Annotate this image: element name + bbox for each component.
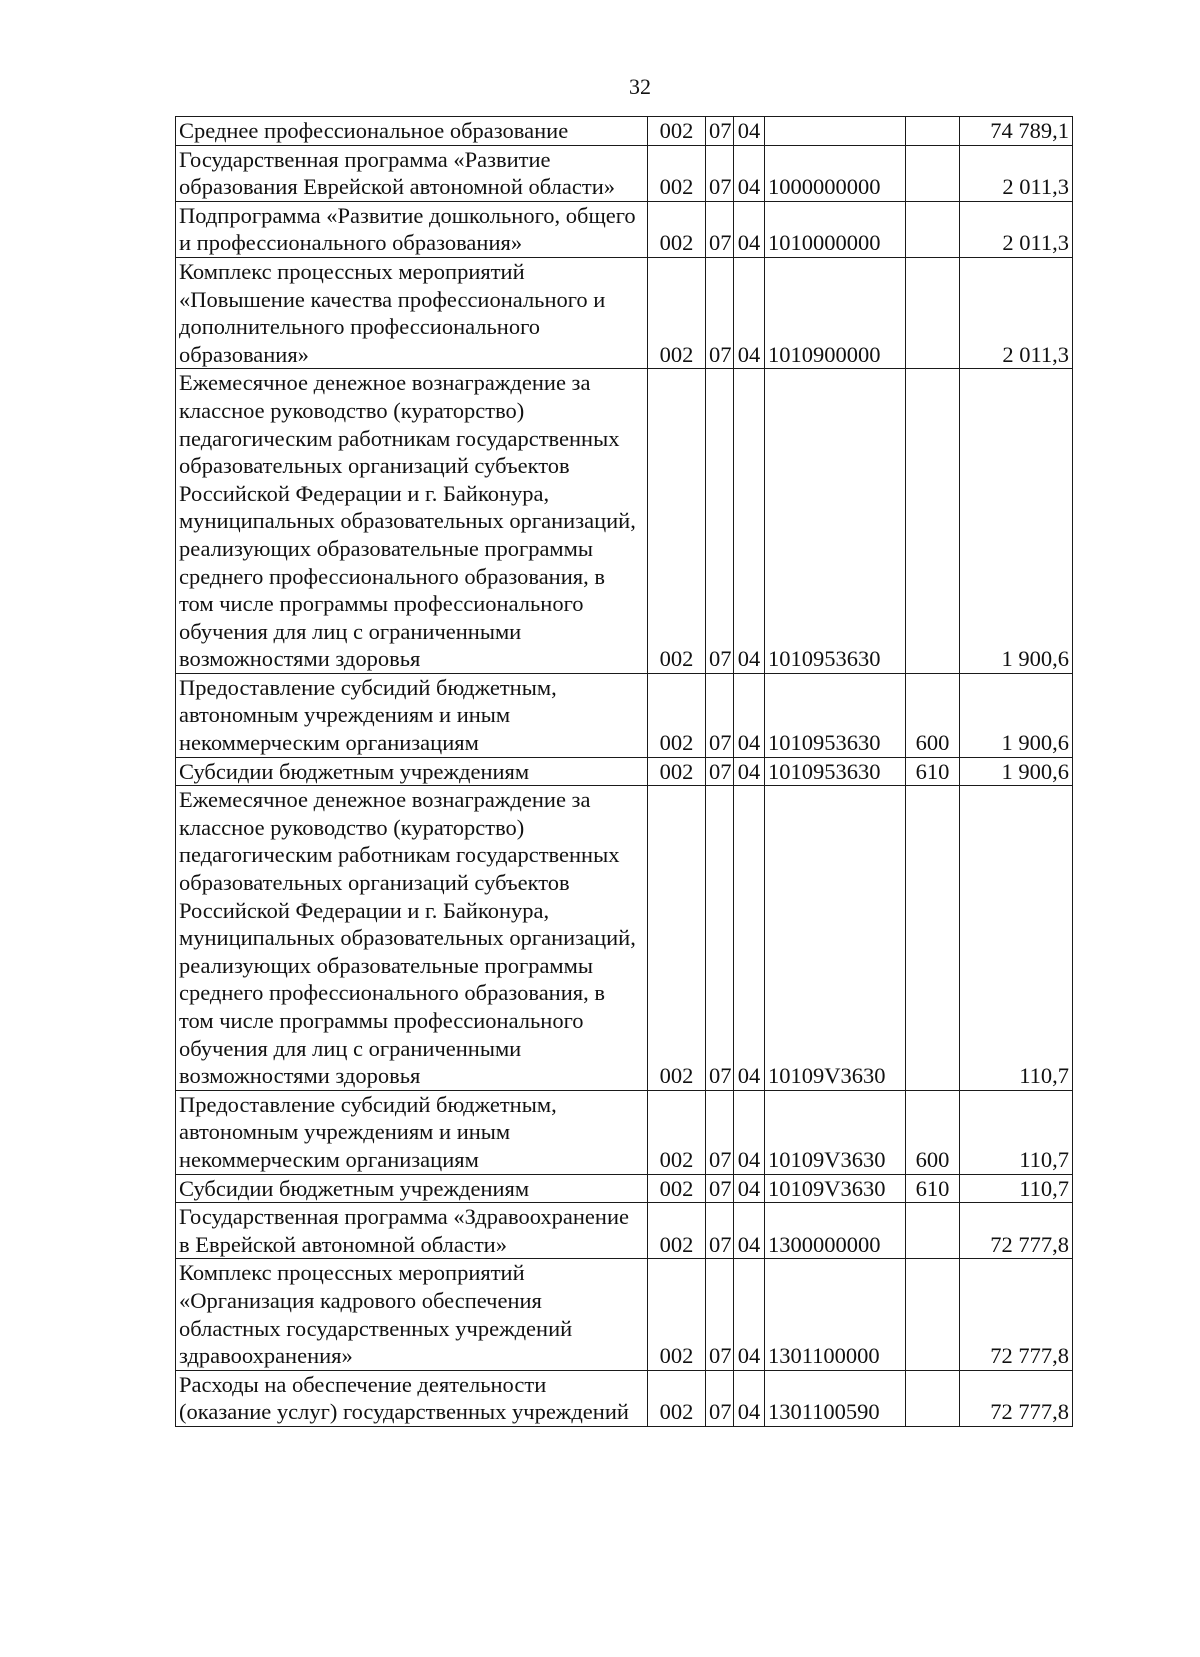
row-admin-code: 002 [648, 1370, 706, 1426]
row-subsection-code: 04 [734, 757, 765, 786]
row-target-article: 1301100000 [765, 1259, 906, 1370]
row-section-code: 07 [706, 757, 734, 786]
row-expense-type: 600 [906, 1090, 960, 1174]
row-name: Субсидии бюджетным учреждениям [176, 1174, 648, 1203]
row-section-code: 07 [706, 145, 734, 201]
row-expense-type: 600 [906, 673, 960, 757]
row-amount: 2 011,3 [960, 145, 1073, 201]
row-subsection-code: 04 [734, 1259, 765, 1370]
row-target-article: 1010953630 [765, 757, 906, 786]
table-row [176, 201, 1073, 257]
row-admin-code: 002 [648, 1174, 706, 1203]
row-amount: 2 011,3 [960, 257, 1073, 368]
row-expense-type: 610 [906, 1174, 960, 1203]
row-name: Комплекс процессных мероприятий «Организация кадрового обеспечения областных государственных учреждений здравоохранения» [176, 1259, 648, 1370]
row-expense-type [906, 1370, 960, 1426]
row-admin-code: 002 [648, 117, 706, 146]
row-target-article: 1000000000 [765, 145, 906, 201]
row-name: Подпрограмма «Развитие дошкольного, общего и профессионального образования» [176, 201, 648, 257]
row-amount: 110,7 [960, 786, 1073, 1091]
row-subsection-code: 04 [734, 673, 765, 757]
row-subsection-code: 04 [734, 145, 765, 201]
row-name: Среднее профессиональное образование [176, 117, 648, 146]
row-subsection-code: 04 [734, 786, 765, 1091]
row-expense-type [906, 117, 960, 146]
page-number: 32 [629, 74, 651, 99]
row-target-article: 10109V3630 [765, 1174, 906, 1203]
row-subsection-code: 04 [734, 201, 765, 257]
row-subsection-code: 04 [734, 1090, 765, 1174]
row-section-code: 07 [706, 1203, 734, 1259]
row-target-article: 1010953630 [765, 673, 906, 757]
row-name: Ежемесячное денежное вознаграждение за классное руководство (кураторство) педагогическим работникам государственных образовательных организаций субъектов Российской Федерации и г. Байконура, муниципальных образовательных организаций, реализующих образовательные программы среднего профессионального образования, в том числе программы профессионального обучения для лиц с ограниченными возможностями здоровья [176, 786, 648, 1091]
table-row [176, 1203, 1073, 1259]
row-section-code: 07 [706, 786, 734, 1091]
row-admin-code: 002 [648, 257, 706, 368]
table-row [176, 1174, 1073, 1203]
row-expense-type [906, 145, 960, 201]
row-name: Предоставление субсидий бюджетным, автономным учреждениям и иным некоммерческим организациям [176, 1090, 648, 1174]
row-amount: 2 011,3 [960, 201, 1073, 257]
row-name: Субсидии бюджетным учреждениям [176, 757, 648, 786]
row-section-code: 07 [706, 673, 734, 757]
row-section-code: 07 [706, 257, 734, 368]
row-target-article: 10109V3630 [765, 786, 906, 1091]
row-name: Комплекс процессных мероприятий «Повышение качества профессионального и дополнительного профессионального образования» [176, 257, 648, 368]
row-admin-code: 002 [648, 1259, 706, 1370]
row-name: Государственная программа «Развитие образования Еврейской автономной области» [176, 145, 648, 201]
table-row [176, 369, 1073, 674]
row-section-code: 07 [706, 1259, 734, 1370]
row-subsection-code: 04 [734, 1370, 765, 1426]
row-admin-code: 002 [648, 201, 706, 257]
row-expense-type [906, 1203, 960, 1259]
row-expense-type [906, 369, 960, 674]
row-admin-code: 002 [648, 369, 706, 674]
row-section-code: 07 [706, 117, 734, 146]
row-amount: 72 777,8 [960, 1203, 1073, 1259]
row-amount: 72 777,8 [960, 1259, 1073, 1370]
row-expense-type [906, 201, 960, 257]
row-name: Ежемесячное денежное вознаграждение за классное руководство (кураторство) педагогическим работникам государственных образовательных организаций субъектов Российской Федерации и г. Байконура, муниципальных образовательных организаций, реализующих образовательные программы среднего профессионального образования, в том числе программы профессионального обучения для лиц с ограниченными возможностями здоровья [176, 369, 648, 674]
row-name: Предоставление субсидий бюджетным, автономным учреждениям и иным некоммерческим организациям [176, 673, 648, 757]
table-row [176, 1090, 1073, 1174]
table-row [176, 786, 1073, 1091]
row-subsection-code: 04 [734, 369, 765, 674]
row-subsection-code: 04 [734, 1174, 765, 1203]
row-amount: 1 900,6 [960, 757, 1073, 786]
table-row [176, 1259, 1073, 1370]
row-target-article: 1010953630 [765, 369, 906, 674]
row-section-code: 07 [706, 369, 734, 674]
row-amount: 110,7 [960, 1174, 1073, 1203]
row-target-article: 1010900000 [765, 257, 906, 368]
row-target-article: 1300000000 [765, 1203, 906, 1259]
row-admin-code: 002 [648, 757, 706, 786]
row-admin-code: 002 [648, 673, 706, 757]
row-section-code: 07 [706, 201, 734, 257]
row-amount: 74 789,1 [960, 117, 1073, 146]
row-amount: 1 900,6 [960, 673, 1073, 757]
row-admin-code: 002 [648, 145, 706, 201]
row-target-article: 1010000000 [765, 201, 906, 257]
table-row [176, 257, 1073, 368]
row-subsection-code: 04 [734, 257, 765, 368]
table-row [176, 1370, 1073, 1426]
row-target-article [765, 117, 906, 146]
table-row [176, 145, 1073, 201]
row-name: Государственная программа «Здравоохранение в Еврейской автономной области» [176, 1203, 648, 1259]
row-admin-code: 002 [648, 786, 706, 1091]
row-amount: 1 900,6 [960, 369, 1073, 674]
row-expense-type [906, 1259, 960, 1370]
row-expense-type: 610 [906, 757, 960, 786]
row-target-article: 10109V3630 [765, 1090, 906, 1174]
row-admin-code: 002 [648, 1090, 706, 1174]
table-row [176, 673, 1073, 757]
row-amount: 110,7 [960, 1090, 1073, 1174]
row-section-code: 07 [706, 1174, 734, 1203]
table-row [176, 117, 1073, 146]
row-amount: 72 777,8 [960, 1370, 1073, 1426]
row-name: Расходы на обеспечение деятельности (оказание услуг) государственных учреждений [176, 1370, 648, 1426]
row-section-code: 07 [706, 1090, 734, 1174]
row-expense-type [906, 786, 960, 1091]
table-row [176, 757, 1073, 786]
row-subsection-code: 04 [734, 1203, 765, 1259]
budget-table [175, 116, 1073, 1427]
row-subsection-code: 04 [734, 117, 765, 146]
row-section-code: 07 [706, 1370, 734, 1426]
row-admin-code: 002 [648, 1203, 706, 1259]
row-expense-type [906, 257, 960, 368]
row-target-article: 1301100590 [765, 1370, 906, 1426]
